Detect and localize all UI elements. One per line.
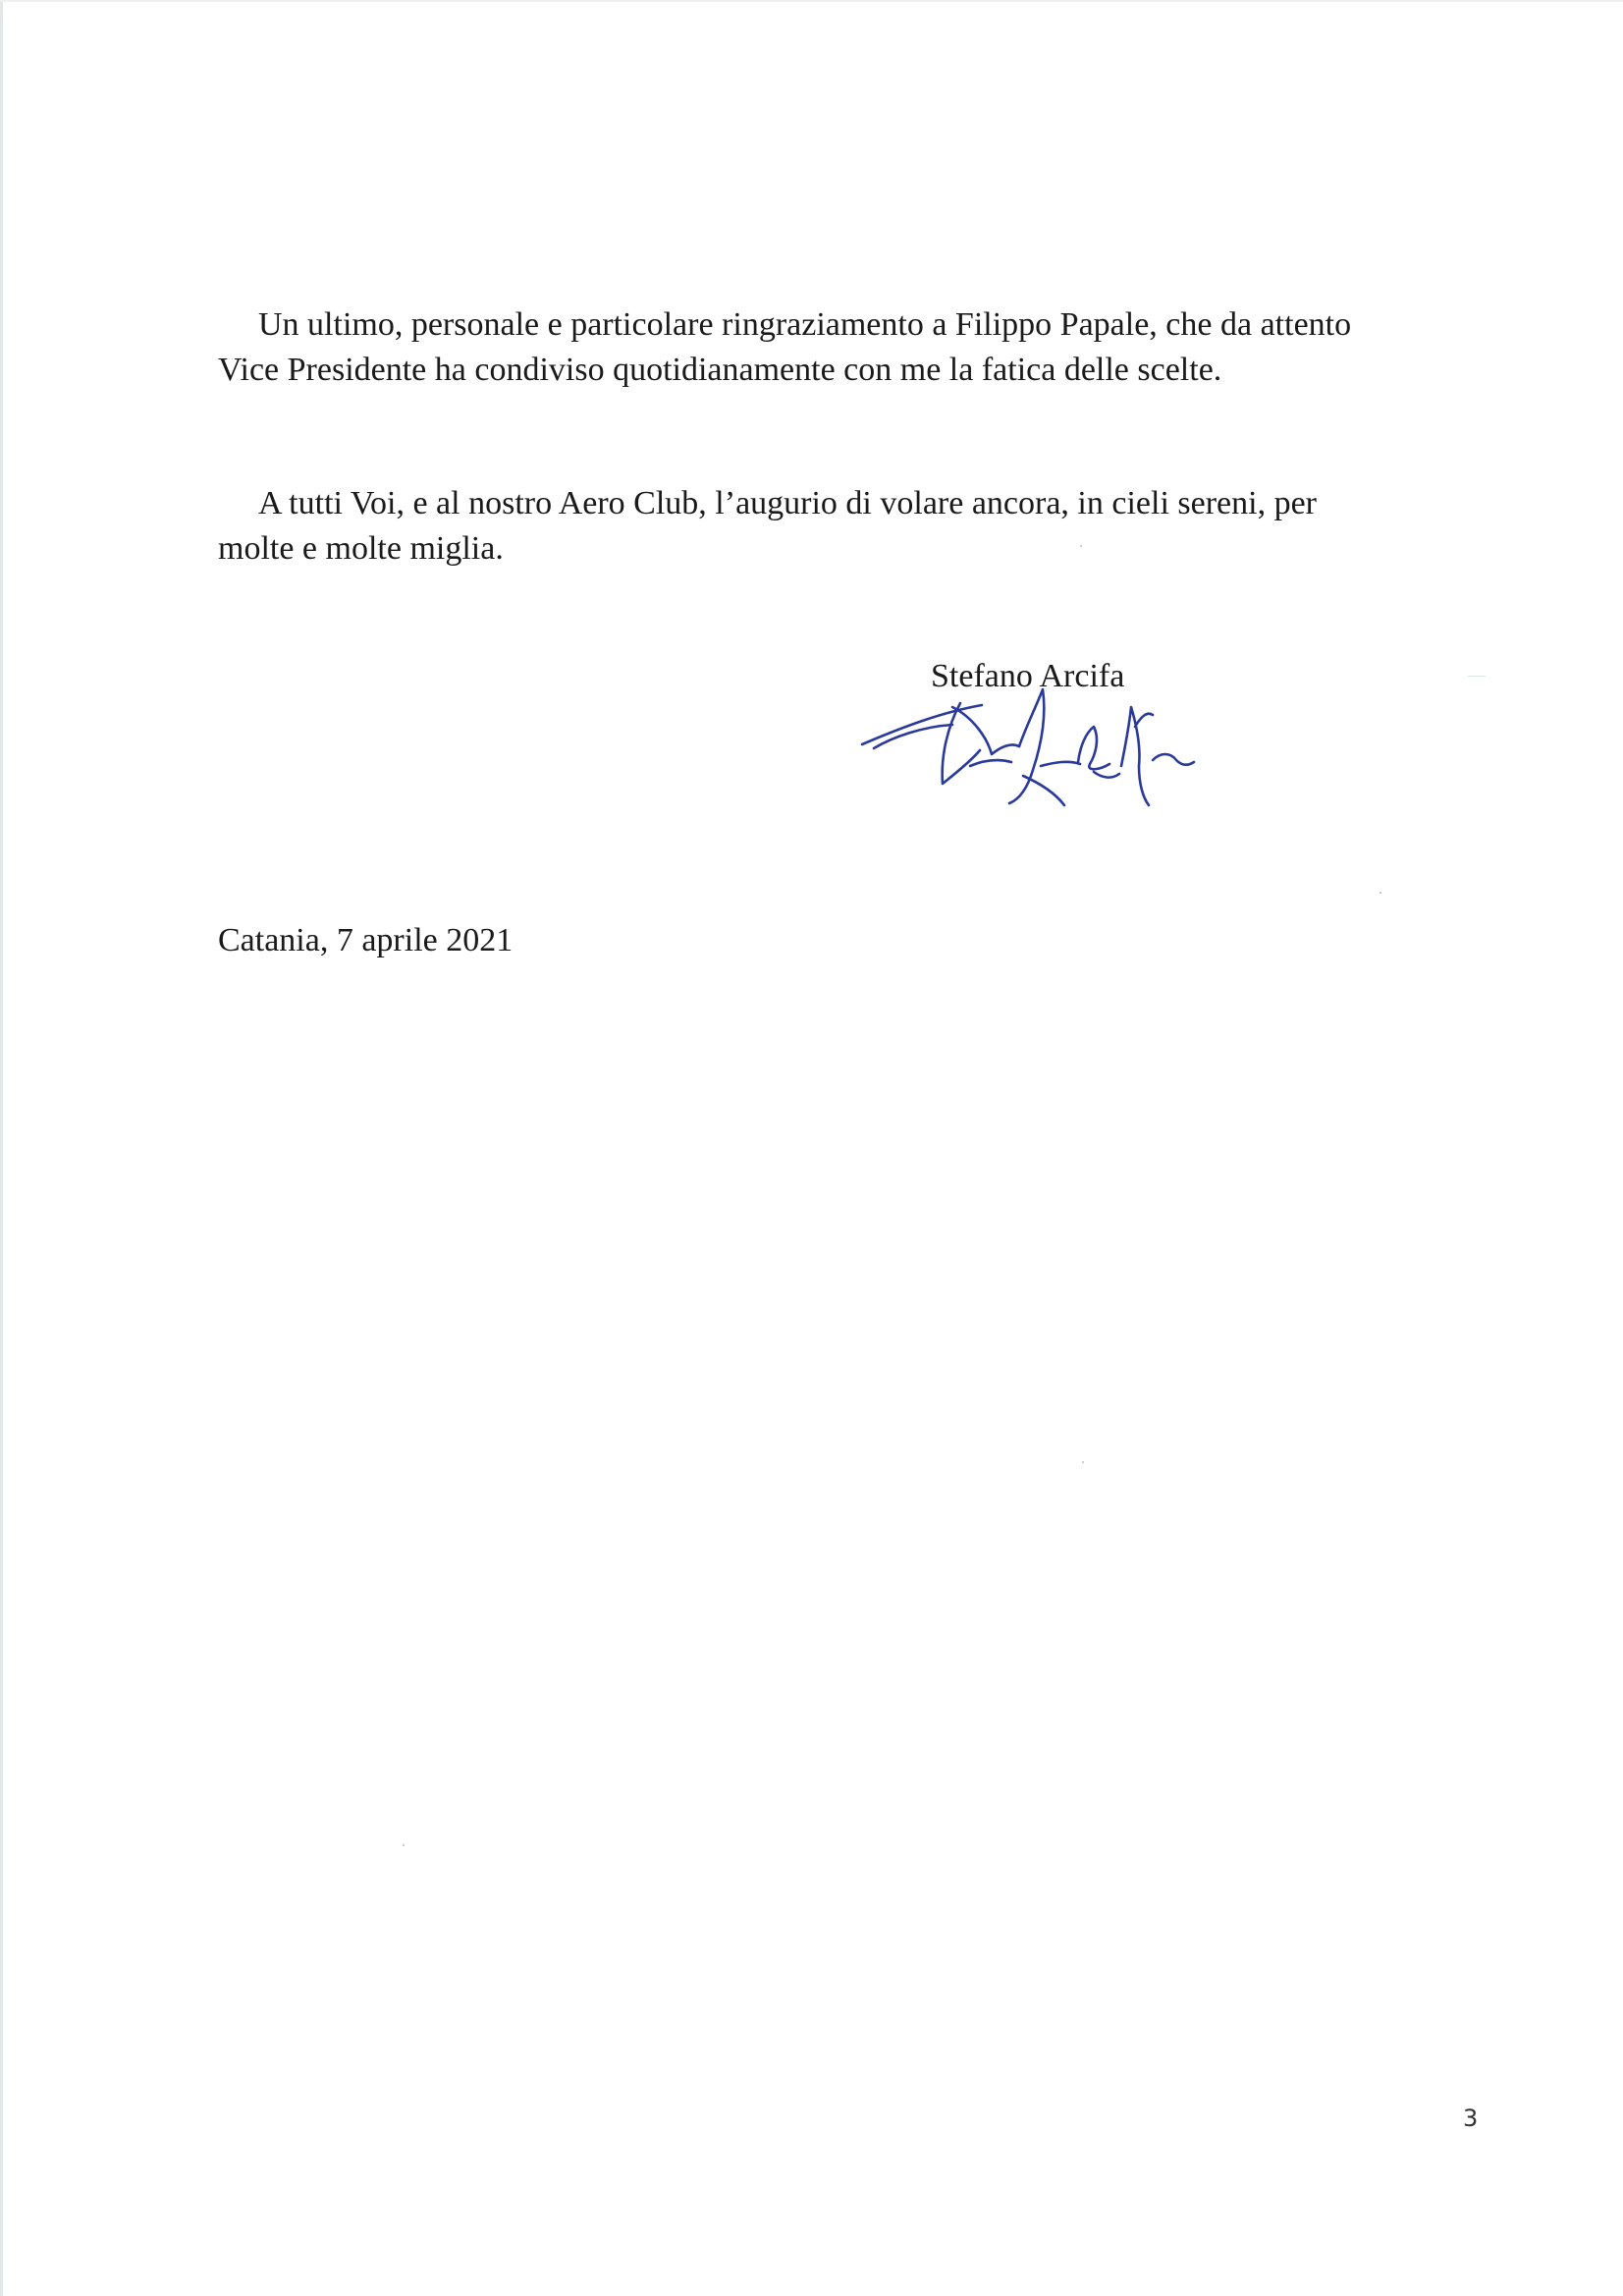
scan-speck [1082,1461,1084,1463]
scan-left-edge [0,0,3,2296]
page-number: 3 [1463,2105,1479,2132]
scan-top-edge [0,0,1623,2]
scan-speck [1380,892,1381,894]
scan-speck [1080,545,1082,547]
handwritten-signature [854,668,1198,815]
paragraph-line: Un ultimo, personale e particolare ringraziamento a Filippo Papale, che da attento [258,306,1352,343]
paragraph-line: Vice Presidente ha condiviso quotidianamente con me la fatica delle scelte. [218,352,1222,388]
paragraph-line: molte e molte miglia. [218,530,504,567]
date-line: Catania, 7 aprile 2021 [218,922,514,958]
scan-speck [403,1844,405,1846]
scan-speck [1468,676,1486,677]
paragraph-acknowledgement [218,302,1416,393]
paragraph-line: A tutti Voi, e al nostro Aero Club, l’augurio di volare ancora, in cieli sereni, per [258,485,1317,521]
signer-name: Stefano Arcifa [931,658,1125,694]
paragraph-wishes [218,481,1416,572]
